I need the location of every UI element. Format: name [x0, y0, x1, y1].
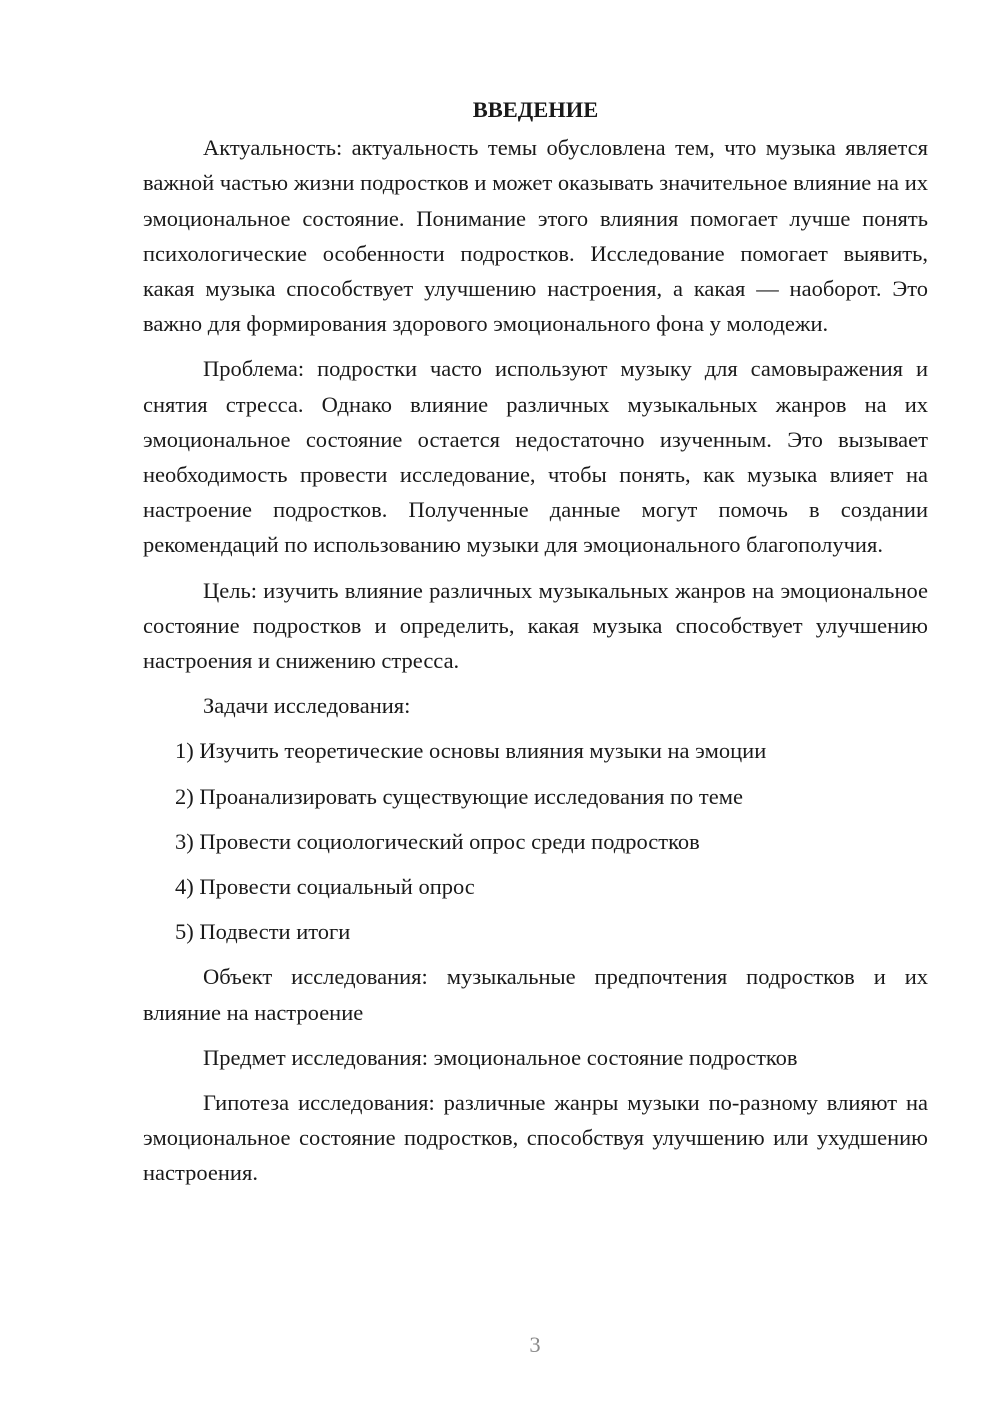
page-title: ВВЕДЕНИЕ [472, 97, 599, 122]
problem-paragraph: Проблема: подростки часто используют музыку для самовыражения и снятия стресса. Однако влияние различных музыкальных жанров на их эмоциональное состояние остается недостаточно изученным. Это вызывает необходимость провести исследование, чтобы понять, как музыка влияет на настроение подростков. Полученные данные могут помочь в создании рекомендаций по использованию музыки для эмоционального благополучия. [143, 356, 928, 558]
subject-paragraph: Предмет исследования: эмоциональное состояние подростков [203, 1044, 798, 1070]
task-item: 2) Проанализировать существующие исследования по теме [175, 783, 743, 809]
hypothesis-paragraph: Гипотеза исследования: различные жанры музыки по-разному влияют на эмоциональное состояние подростков, способствуя улучшению или ухудшению настроения. [143, 1090, 928, 1186]
task-item: 4) Провести социальный опрос [175, 874, 475, 900]
task-item: 1) Изучить теоретические основы влияния музыки на эмоции [175, 738, 767, 764]
task-item: 3) Провести социологический опрос среди подростков [175, 828, 700, 854]
relevance-paragraph: Актуальность: актуальность темы обусловлена тем, что музыка является важной частью жизни подростков и может оказывать значительное влияние на их эмоциональное состояние. Понимание этого влияния помогает лучше понять психологические особенности подростков. Исследование помогает выявить, какая музыка способствует улучшению настроения, а какая — наоборот. Это важно для формирования здорового эмоционального фона у молодежи. [143, 135, 928, 337]
task-item: 5) Подвести итоги [175, 919, 351, 945]
page-number: 3 [529, 1332, 541, 1357]
goal-paragraph: Цель: изучить влияние различных музыкальных жанров на эмоциональное состояние подростков и определить, какая музыка способствует улучшению настроения и снижению стресса. [143, 577, 928, 674]
object-paragraph: Объект исследования: музыкальные предпочтения подростков и их влияние на настроение [143, 964, 928, 1025]
document-page [143, 92, 928, 1201]
tasks-heading: Задачи исследования: [203, 693, 411, 719]
